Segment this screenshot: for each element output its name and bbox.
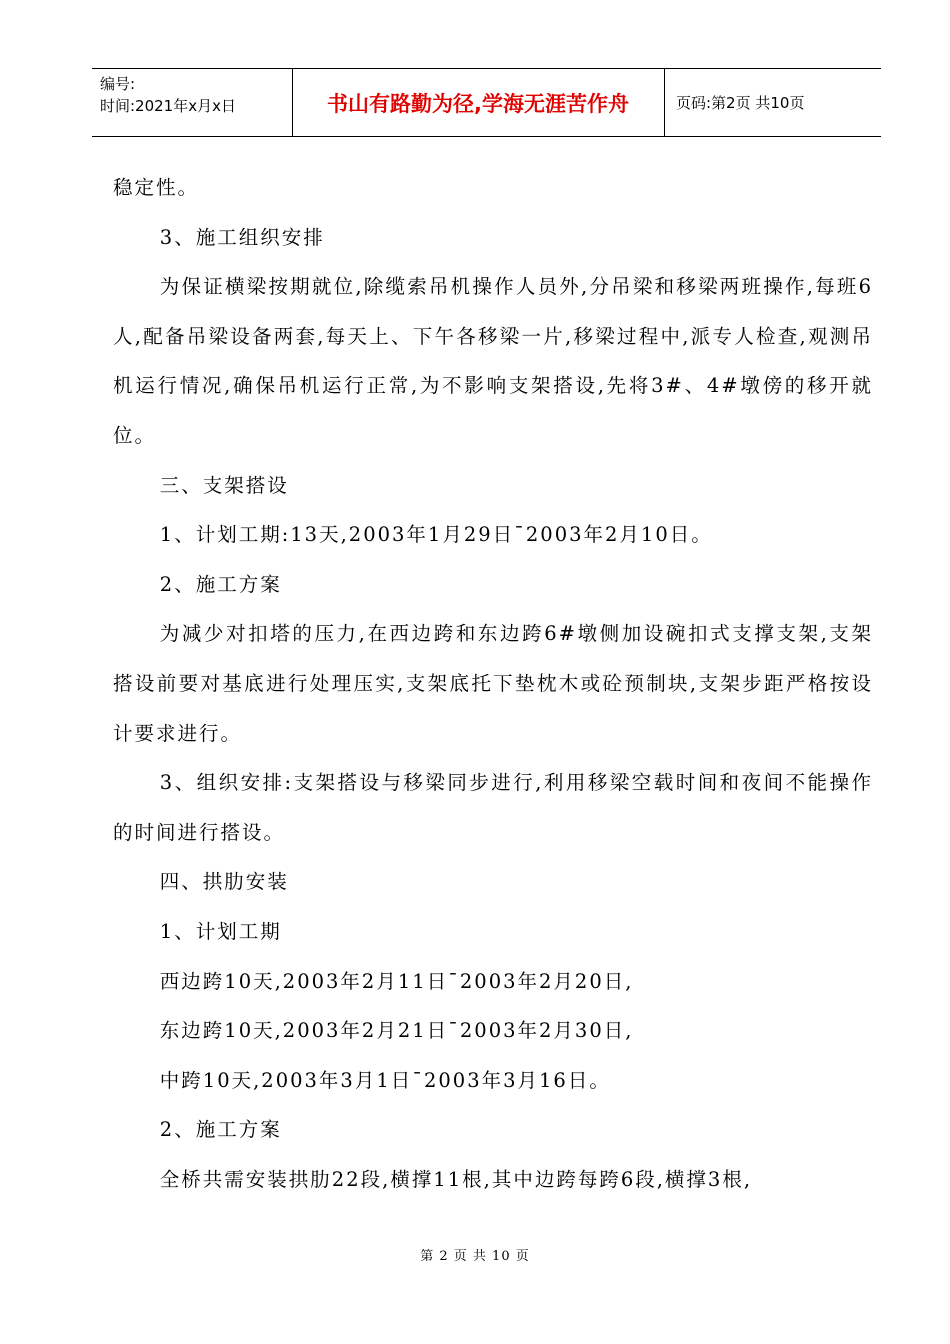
header-meta	[100, 73, 290, 117]
heading-section-3: 三、支架搭设	[159, 473, 289, 497]
heading-construction-plan-2: 2、施工方案	[159, 1118, 282, 1142]
schedule-west-span: 西边跨10天,2003年2月11日¯2003年2月20日,	[159, 969, 634, 993]
paragraph-beam-arrangement: 为保证横梁按期就位,除缆索吊机操作人员外,分吊梁和移梁两班操作,每班6人,配备吊梁设备两套,每天上、下午各移梁一片,移梁过程中,派专人检查,观测吊机运行情况,确保吊机运行正常,为不影响支架搭设,先将3#、4#墩傍的移开就位。	[113, 275, 873, 447]
paragraph-support-plan: 为减少对扣塔的压力,在西边跨和东边跨6#墩侧加设碗扣式支撑支架,支架搭设前要对基底进行处理压实,支架底托下垫枕木或砼预制块,支架步距严格按设计要求进行。	[113, 622, 873, 745]
heading-3-organization: 3、施工组织安排	[159, 225, 325, 249]
paragraph-continuation: 稳定性。	[113, 176, 200, 199]
heading-section-4: 四、拱肋安装	[159, 870, 289, 894]
header-motto: 书山有路勤为径,学海无涯苦作舟	[327, 91, 629, 116]
page-footer: 第 2 页 共 10 页	[420, 1249, 530, 1264]
heading-construction-plan: 2、施工方案	[159, 572, 282, 596]
header-number-label: 编号:	[100, 75, 136, 93]
heading-schedule: 1、计划工期	[159, 919, 282, 943]
header-time-label: 时间:2021年x月x日	[100, 97, 236, 115]
paragraph-schedule-support: 1、计划工期:13天,2003年1月29日¯2003年2月10日。	[159, 523, 713, 547]
header-divider-right	[664, 69, 665, 136]
header-page-label: 页码:第2页 共10页	[676, 94, 805, 112]
page-header	[92, 68, 881, 137]
schedule-middle-span: 中跨10天,2003年3月1日¯2003年3月16日。	[159, 1068, 611, 1092]
document-body	[113, 163, 873, 1204]
paragraph-organization: 3、组织安排:支架搭设与移梁同步进行,利用移梁空载时间和夜间不能操作的时间进行搭设。	[113, 771, 873, 844]
paragraph-arch-rib: 全桥共需安装拱肋22段,横撑11根,其中边跨每跨6段,横撑3根,	[159, 1167, 753, 1191]
schedule-east-span: 东边跨10天,2003年2月21日¯2003年2月30日,	[159, 1019, 634, 1043]
